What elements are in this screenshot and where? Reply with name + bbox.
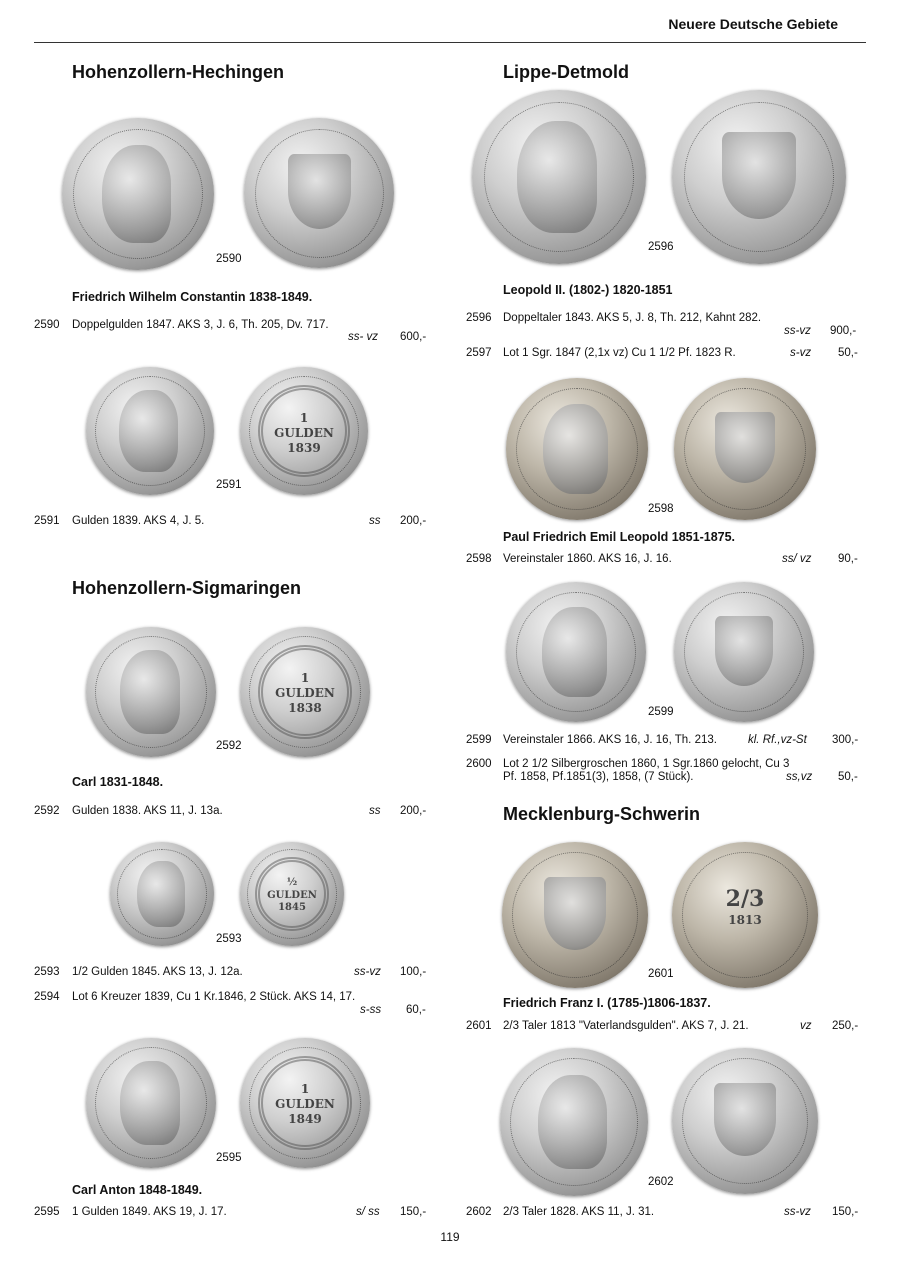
- image-number: 2601: [648, 968, 674, 980]
- portrait: [120, 1061, 180, 1144]
- lot-price: 200,-: [400, 515, 427, 527]
- lot-number: 2602: [466, 1206, 492, 1218]
- image-number: 2596: [648, 241, 674, 253]
- lot-grade: ss-vz: [784, 325, 811, 337]
- image-number: 2595: [216, 1152, 242, 1164]
- lot-number: 2596: [466, 312, 492, 324]
- coin-2599-reverse: [674, 582, 814, 722]
- lot-price: 150,-: [400, 1206, 427, 1218]
- lot-number: 2599: [466, 734, 492, 746]
- lot-description: Doppelgulden 1847. AKS 3, J. 6, Th. 205, Dv. 717.: [72, 319, 329, 331]
- coin-2602-reverse: [672, 1048, 818, 1194]
- portrait: [538, 1075, 606, 1170]
- lot-price: 250,-: [832, 1020, 859, 1032]
- coin-2593-obverse: [110, 842, 214, 946]
- lot-grade: ss/ vz: [782, 553, 812, 565]
- lot-number: 2591: [34, 515, 60, 527]
- lot-grade: ss: [369, 805, 381, 817]
- lot-price: 300,-: [832, 734, 859, 746]
- coin-2590-reverse: [244, 118, 394, 268]
- ruler-heading: Paul Friedrich Emil Leopold 1851-1875.: [503, 530, 736, 544]
- coin-2602-obverse: [500, 1048, 648, 1196]
- lot-price: 100,-: [400, 966, 427, 978]
- coat-of-arms: [722, 132, 795, 219]
- image-number: 2599: [648, 706, 674, 718]
- coin-2601-obverse: [502, 842, 648, 988]
- lot-price: 50,-: [838, 771, 858, 783]
- lot-description: 1/2 Gulden 1845. AKS 13, J. 12a.: [72, 966, 243, 978]
- lot-grade: s/ ss: [356, 1206, 380, 1218]
- lot-description: 2/3 Taler 1813 "Vaterlandsgulden". AKS 7, J. 21.: [503, 1020, 749, 1032]
- coin-2596-obverse: [472, 90, 646, 264]
- lot-grade: ss- vz: [348, 331, 379, 343]
- lot-description: Lot 6 Kreuzer 1839, Cu 1 Kr.1846, 2 Stück. AKS 14, 17.: [72, 991, 356, 1003]
- lot-number: 2595: [34, 1206, 60, 1218]
- portrait: [137, 861, 185, 928]
- header-rule: [34, 42, 866, 43]
- lot-price: 90,-: [838, 553, 858, 565]
- lot-grade: ss,vz: [786, 771, 813, 783]
- portrait: [119, 390, 178, 472]
- lot-grade: ss-vz: [784, 1206, 811, 1218]
- coin-legend: 1 GULDEN 1838: [275, 671, 335, 716]
- lot-description: Doppeltaler 1843. AKS 5, J. 8, Th. 212, Kahnt 282.: [503, 312, 762, 324]
- coin-legend: 1 GULDEN 1849: [275, 1082, 335, 1127]
- section-title-mecklenburg-schwerin: Mecklenburg-Schwerin: [503, 804, 701, 824]
- lot-description-line1: Lot 2 1/2 Silbergroschen 1860, 1 Sgr.1860 gelocht, Cu 3: [503, 758, 790, 770]
- lot-price: 600,-: [400, 331, 427, 343]
- lot-description: 2/3 Taler 1828. AKS 11, J. 31.: [503, 1206, 655, 1218]
- coat-of-arms: [715, 616, 774, 686]
- lot-price: 60,-: [406, 1004, 426, 1016]
- lot-grade: vz: [800, 1020, 812, 1032]
- coat-of-arms: [544, 877, 605, 950]
- lot-number: 2597: [466, 347, 492, 359]
- coin-2593-reverse: [240, 842, 344, 946]
- page-header-title: Neuere Deutsche Gebiete: [668, 16, 838, 32]
- coin-legend: 1 GULDEN 1839: [274, 410, 334, 455]
- lot-number: 2590: [34, 319, 60, 331]
- image-number: 2602: [648, 1176, 674, 1188]
- lot-number: 2600: [466, 758, 492, 770]
- lot-number: 2593: [34, 966, 60, 978]
- coin-2595-obverse: [86, 1038, 216, 1168]
- portrait: [543, 404, 608, 495]
- portrait: [120, 650, 180, 733]
- lot-price: 150,-: [832, 1206, 859, 1218]
- coin-2590-obverse: [62, 118, 214, 270]
- coat-of-arms: [288, 154, 351, 229]
- image-number: 2591: [216, 479, 242, 491]
- coin-2591-obverse: [86, 367, 214, 495]
- portrait: [517, 121, 597, 232]
- lot-description: Vereinstaler 1866. AKS 16, J. 16, Th. 213.: [503, 734, 717, 746]
- lot-grade: ss-vz: [354, 966, 381, 978]
- lot-price: 900,-: [830, 325, 857, 337]
- coin-2592-reverse: [240, 627, 370, 757]
- coin-2591-reverse: [240, 367, 368, 495]
- coin-2596-reverse: [672, 90, 846, 264]
- portrait: [542, 607, 606, 697]
- coin-legend: ½ GULDEN 1845: [267, 877, 317, 914]
- lot-number: 2601: [466, 1020, 492, 1032]
- lot-description: 1 Gulden 1849. AKS 19, J. 17.: [72, 1206, 227, 1218]
- lot-description-line2: Pf. 1858, Pf.1851(3), 1858, (7 Stück).: [503, 771, 694, 783]
- lot-price: 50,-: [838, 347, 858, 359]
- ruler-heading: Leopold II. (1802-) 1820-1851: [503, 283, 673, 297]
- ruler-heading: Carl Anton 1848-1849.: [72, 1183, 203, 1197]
- page-number: 119: [440, 1230, 460, 1244]
- lot-description: Gulden 1839. AKS 4, J. 5.: [72, 515, 205, 527]
- lot-description: Lot 1 Sgr. 1847 (2,1x vz) Cu 1 1/2 Pf. 1823 R.: [503, 347, 736, 359]
- ruler-heading: Friedrich Franz I. (1785-)1806-1837.: [503, 996, 711, 1010]
- ruler-heading: Friedrich Wilhelm Constantin 1838-1849.: [72, 290, 313, 304]
- section-title-lippe-detmold: Lippe-Detmold: [503, 62, 629, 82]
- image-number: 2598: [648, 503, 674, 515]
- portrait: [102, 145, 172, 242]
- coin-legend: 2/3 1813: [725, 885, 765, 928]
- image-number: 2592: [216, 740, 242, 752]
- ruler-heading: Carl 1831-1848.: [72, 775, 164, 789]
- coin-2598-obverse: [506, 378, 648, 520]
- lot-number: 2594: [34, 991, 60, 1003]
- section-title-hohenzollern-hechingen: Hohenzollern-Hechingen: [72, 62, 285, 82]
- coin-2595-reverse: [240, 1038, 370, 1168]
- image-number: 2590: [216, 253, 242, 265]
- coat-of-arms: [715, 412, 775, 483]
- coin-2599-obverse: [506, 582, 646, 722]
- lot-grade: s-vz: [790, 347, 812, 359]
- coin-2601-reverse: [672, 842, 818, 988]
- lot-number: 2592: [34, 805, 60, 817]
- lot-grade: kl. Rf.,vz-St: [748, 734, 807, 746]
- section-title-hohenzollern-sigmaringen: Hohenzollern-Sigmaringen: [72, 578, 302, 598]
- lot-grade: ss: [369, 515, 381, 527]
- coin-2598-reverse: [674, 378, 816, 520]
- lot-price: 200,-: [400, 805, 427, 817]
- lot-description: Vereinstaler 1860. AKS 16, J. 16.: [503, 553, 672, 565]
- coin-2592-obverse: [86, 627, 216, 757]
- coat-of-arms: [714, 1083, 775, 1156]
- lot-grade: s-ss: [360, 1004, 382, 1016]
- image-number: 2593: [216, 933, 242, 945]
- lot-description: Gulden 1838. AKS 11, J. 13a.: [72, 805, 223, 817]
- lot-number: 2598: [466, 553, 492, 565]
